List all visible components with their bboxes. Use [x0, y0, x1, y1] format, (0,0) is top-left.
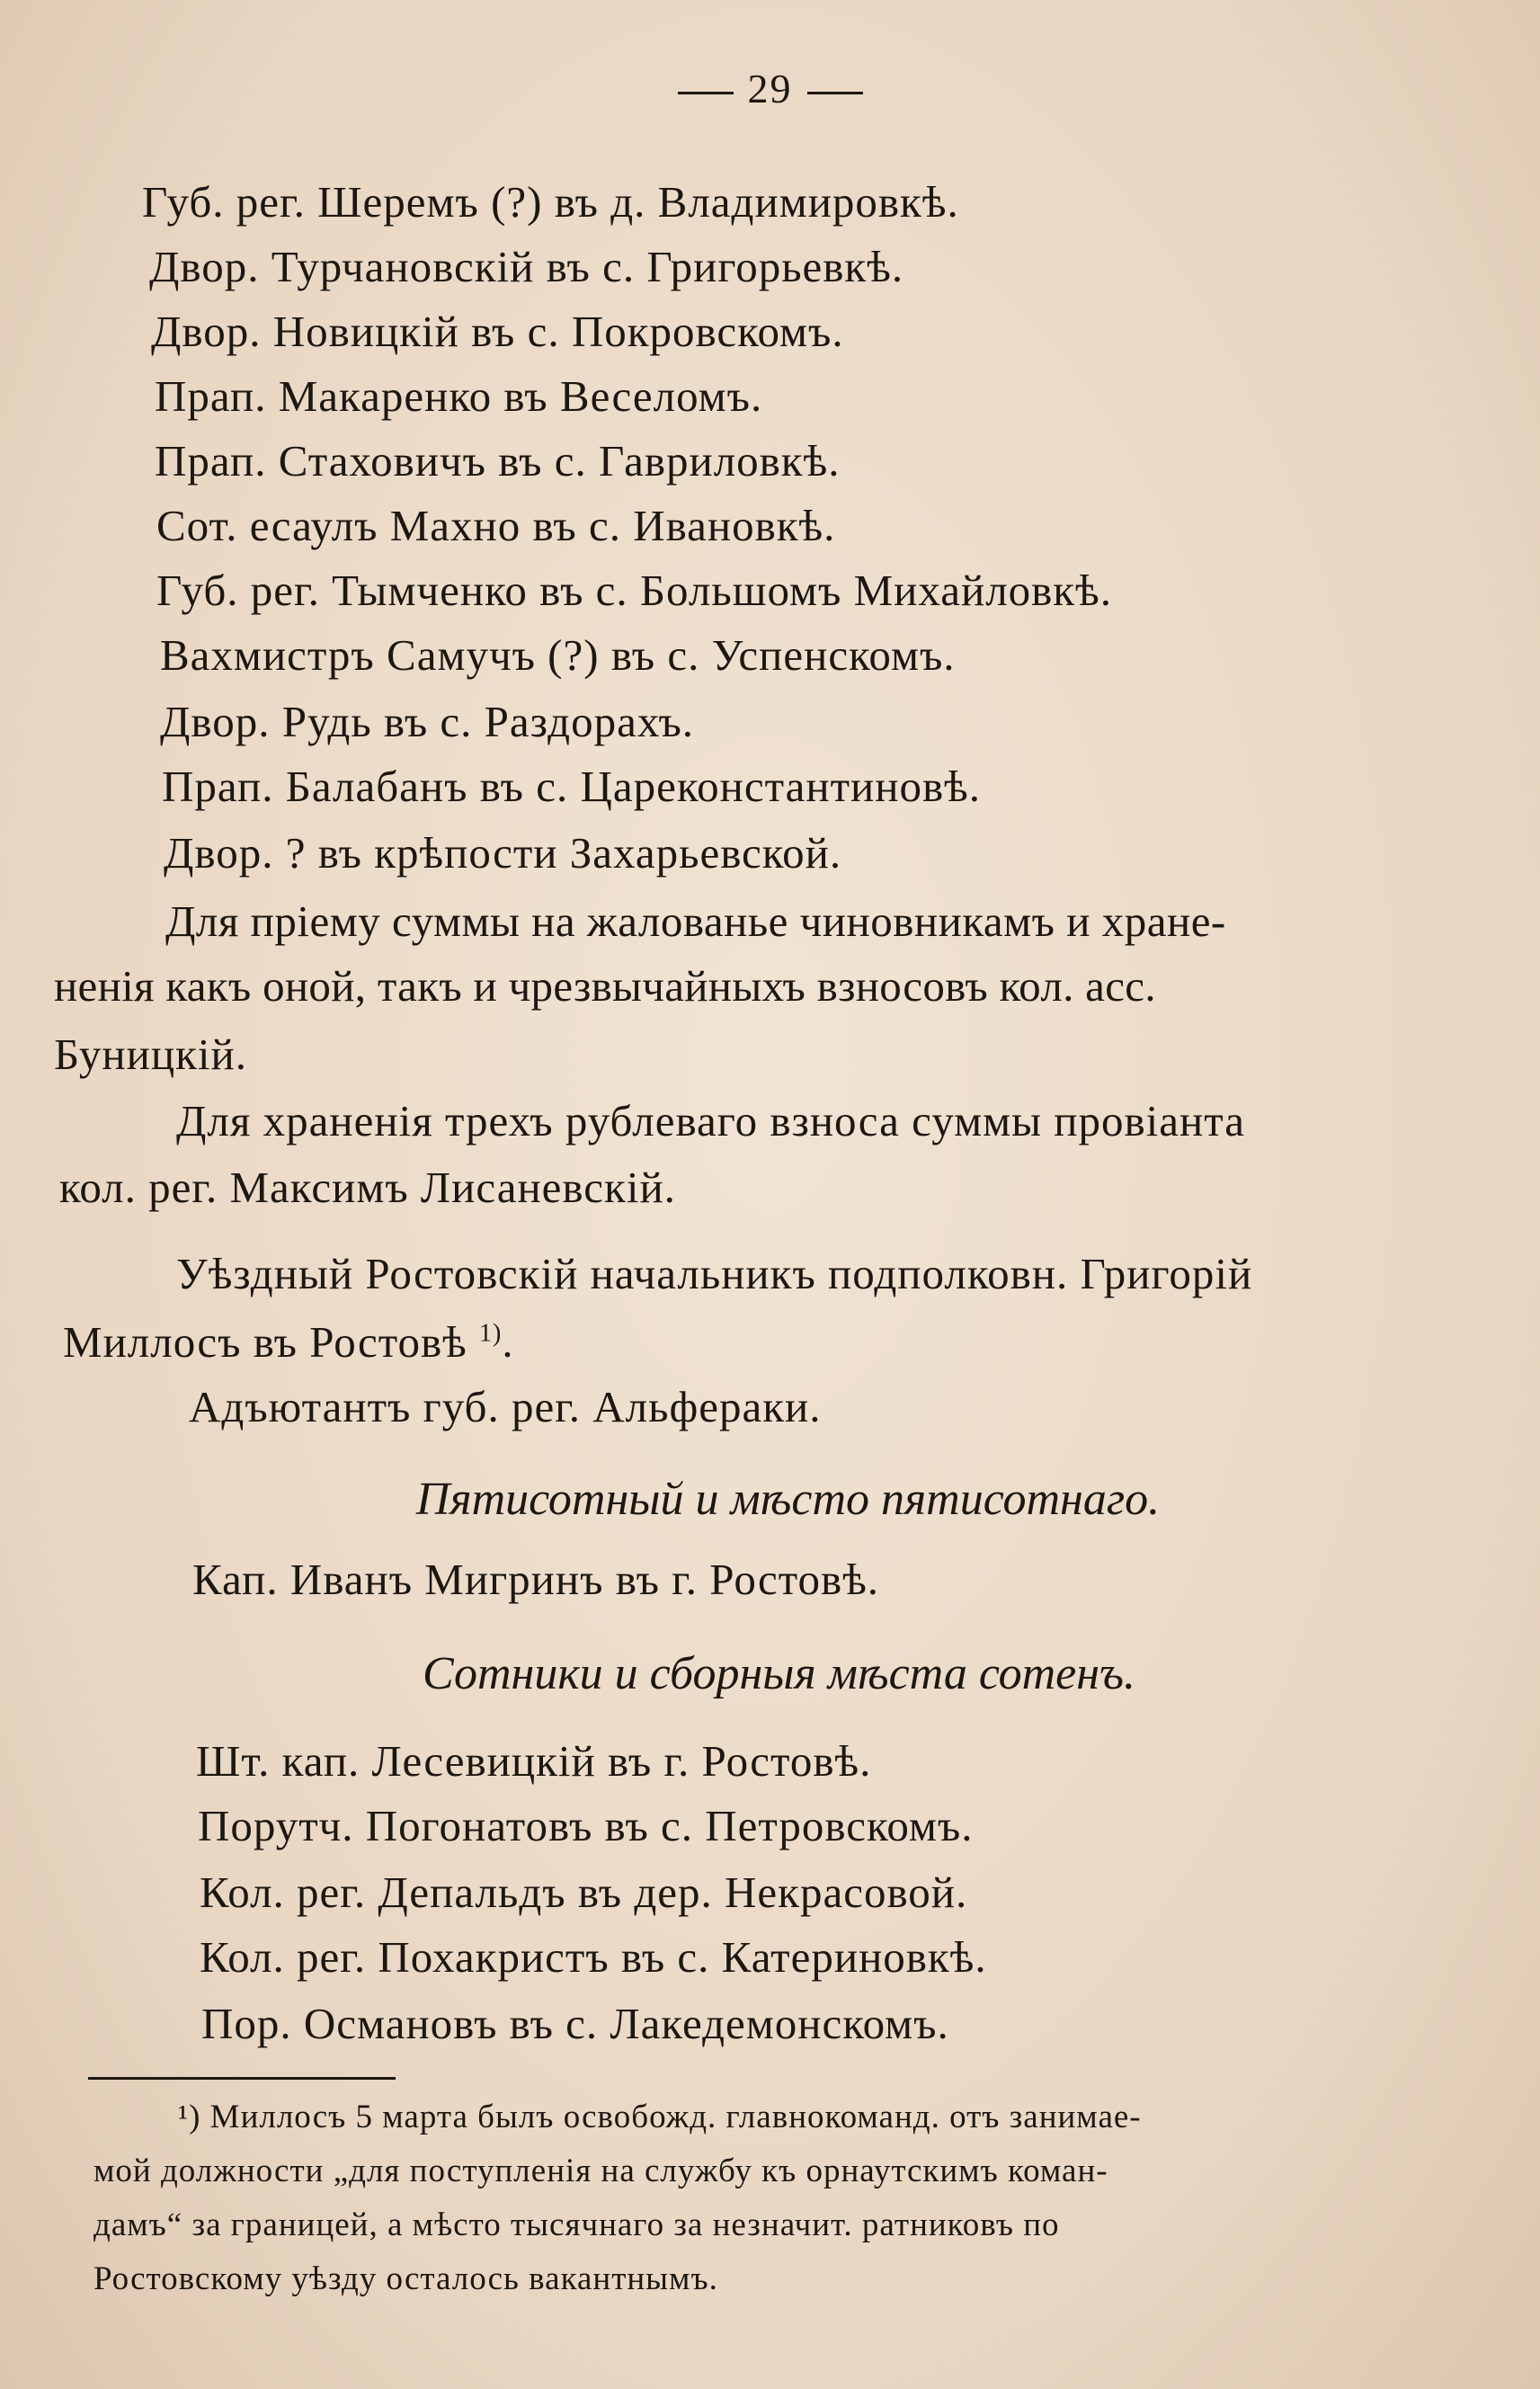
text-line: Для пріему суммы на жалованье чиновникамъ и хране-	[165, 896, 1226, 946]
text-line: кол. рег. Максимъ Лисаневскій.	[59, 1163, 676, 1212]
text-line: Сот. есаулъ Махно въ с. Ивановкѣ.	[156, 501, 836, 550]
section-heading: Сотники и сборныя мѣста сотенъ.	[422, 1648, 1136, 1699]
text-line: Губ. рег. Шеремъ (?) въ д. Владимировкѣ.	[142, 177, 959, 227]
text-line: Для храненія трехъ рублеваго взноса суммы провіанта	[176, 1096, 1245, 1145]
text-line: ненія какъ оной, такъ и чрезвычайныхъ взносовъ кол. асс.	[54, 961, 1156, 1011]
footnote-rule	[88, 2077, 396, 2080]
page-number-dash-left	[678, 92, 734, 94]
text-line: Буницкій.	[54, 1030, 247, 1079]
text-line: Пор. Османовъ въ с. Лакедемонскомъ.	[201, 1999, 949, 2048]
text-line: Двор. Новицкій въ с. Покровскомъ.	[151, 307, 844, 356]
text-line: Двор. ? въ крѣпости Захарьевской.	[164, 828, 842, 878]
text-line: Прап. Макаренко въ Веселомъ.	[155, 371, 763, 421]
footnote-line: дамъ“ за границей, а мѣсто тысячнаго за незначит. ратниковъ по	[93, 2206, 1060, 2243]
text-line: Кап. Иванъ Мигринъ въ г. Ростовѣ.	[192, 1555, 880, 1604]
text-line: Уѣздный Ростовскій начальникъ подполковн. Григорій	[176, 1249, 1253, 1298]
text-line: Кол. рег. Депальдъ въ дер. Некрасовой.	[200, 1868, 968, 1917]
page-number	[0, 65, 1540, 112]
text-line: Адъютантъ губ. рег. Альфераки.	[189, 1382, 822, 1431]
text-line-body: Миллосъ въ Ростовѣ	[63, 1317, 467, 1367]
text-line: Кол. рег. Похакристъ въ с. Катериновкѣ.	[200, 1932, 987, 1982]
page-number-text: 29	[747, 66, 793, 111]
footnote-line: Ростовскому уѣзду осталось вакантнымъ.	[93, 2260, 718, 2297]
footnote-line: мой должности „для поступленія на службу къ орнаутскимъ коман-	[93, 2153, 1108, 2189]
footnote-reference: 1)	[479, 1319, 503, 1348]
text-line	[63, 1317, 514, 1367]
footnote-line: ¹) Миллосъ 5 марта былъ освобожд. главнокоманд. отъ занимае-	[178, 2099, 1142, 2135]
section-heading: Пятисотный и мѣсто пятисотнаго.	[415, 1474, 1161, 1525]
text-line-end: .	[502, 1317, 514, 1367]
text-line: Порутч. Погонатовъ въ с. Петровскомъ.	[198, 1801, 974, 1850]
text-line: Шт. кап. Лесевицкій въ г. Ростовѣ.	[196, 1736, 872, 1786]
text-line: Прап. Стаховичъ въ с. Гавриловкѣ.	[155, 436, 841, 486]
text-line: Прап. Балабанъ въ с. Цареконстантиновѣ.	[162, 762, 981, 811]
text-line: Двор. Турчановскій въ с. Григорьевкѣ.	[149, 242, 904, 291]
text-line: Двор. Рудь въ с. Раздорахъ.	[160, 697, 695, 746]
page-number-dash-right	[807, 92, 863, 94]
text-line: Губ. рег. Тымченко въ с. Большомъ Михайловкѣ.	[156, 566, 1112, 615]
text-line: Вахмистръ Самучъ (?) въ с. Успенскомъ.	[160, 630, 956, 680]
